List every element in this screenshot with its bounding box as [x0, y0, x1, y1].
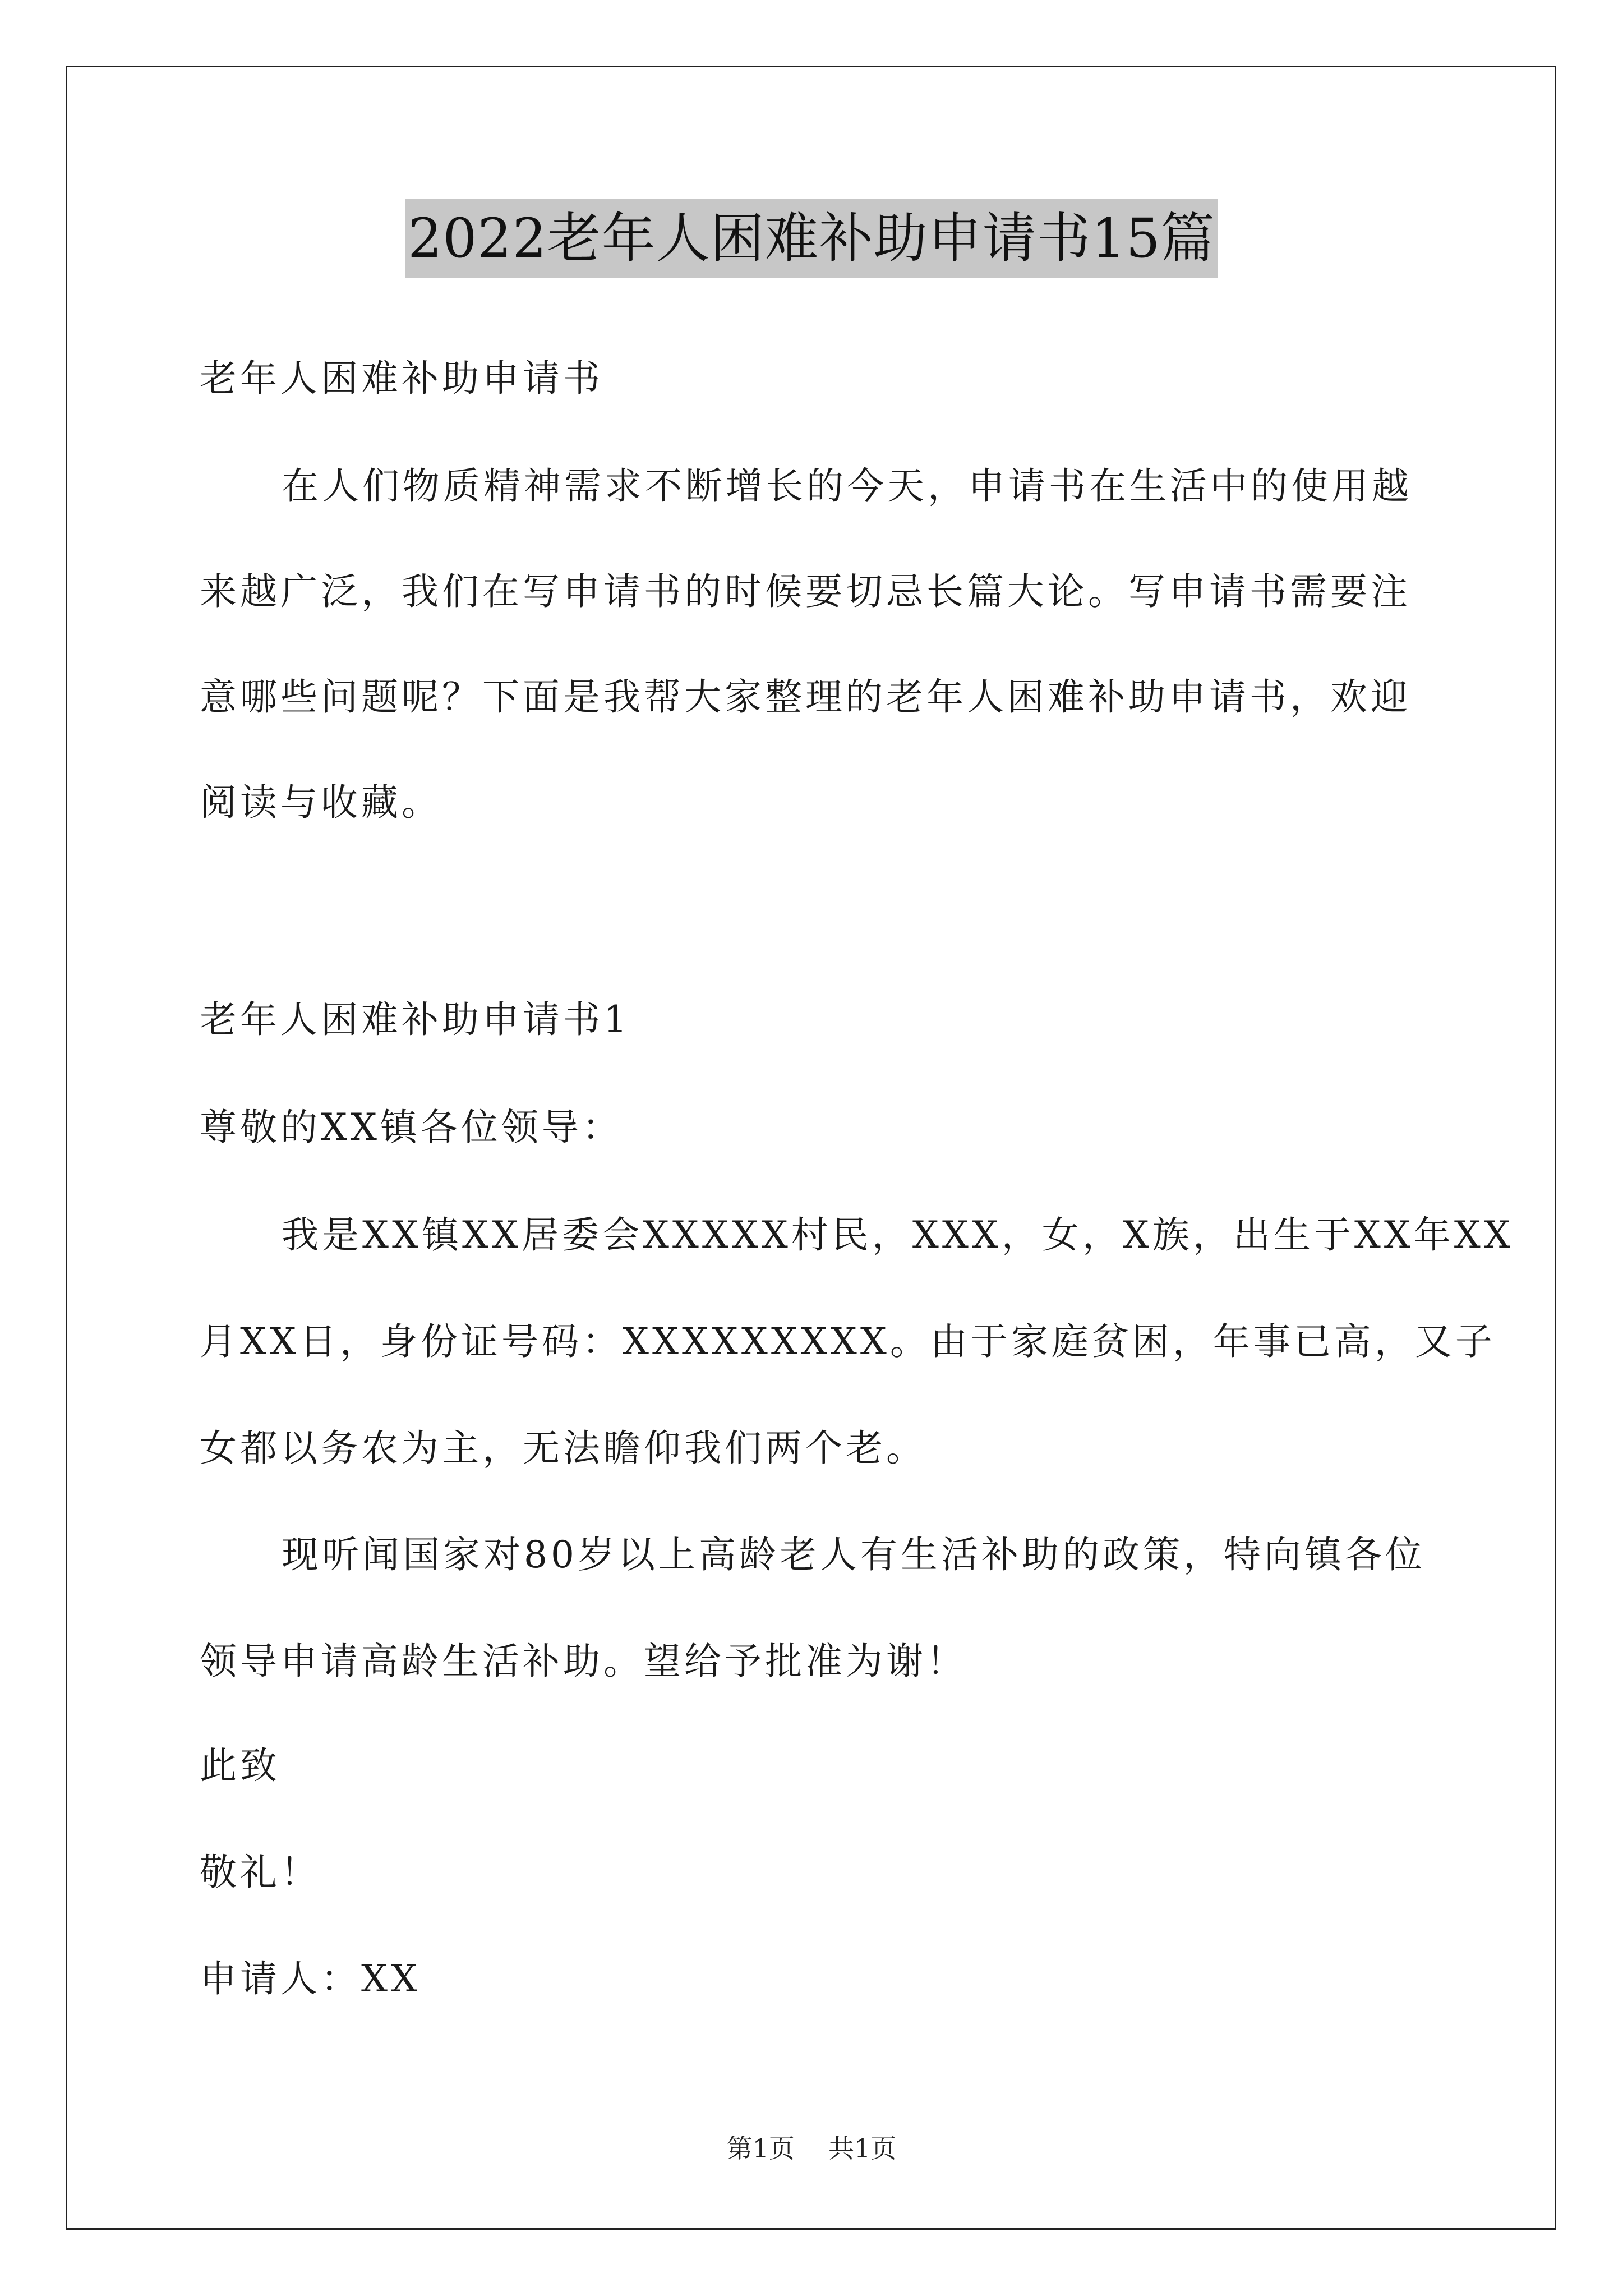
- page-total: 共1页: [828, 2133, 897, 2164]
- intro-heading: 老年人困难补助申请书: [200, 357, 603, 400]
- body-paragraph-line: 领导申请高龄生活补助。望给予批准为谢！: [200, 1640, 967, 1683]
- intro-paragraph-line: 阅读与收藏。: [200, 781, 442, 824]
- page-number: 第1页: [726, 2133, 795, 2164]
- closing-line: 敬礼！: [200, 1851, 321, 1894]
- closing-line: 此致: [200, 1744, 280, 1787]
- section-heading: 老年人困难补助申请书1: [200, 998, 630, 1041]
- title-container: [0, 199, 1623, 278]
- body-paragraph-line: 我是XX镇XX居委会XXXXX村民，XXX，女，X族，出生于XX年XX: [282, 1213, 1514, 1257]
- intro-paragraph-line: 在人们物质精神需求不断增长的今天，申请书在生活中的使用越: [282, 464, 1412, 508]
- salutation: 尊敬的XX镇各位领导：: [200, 1106, 623, 1149]
- body-paragraph-line: 月XX日，身份证号码：XXXXXXXXX。由于家庭贫困，年事已高，又子: [200, 1320, 1496, 1363]
- applicant-line: 申请人：XX: [200, 1957, 421, 2000]
- body-paragraph-line: 现听闻国家对80岁以上高龄老人有生活补助的政策，特向镇各位: [282, 1533, 1426, 1576]
- page-footer: [0, 2132, 1623, 2165]
- intro-paragraph-line: 意哪些问题呢？下面是我帮大家整理的老年人困难补助申请书，欢迎: [200, 675, 1411, 719]
- body-paragraph-line: 女都以务农为主，无法瞻仰我们两个老。: [200, 1427, 926, 1470]
- intro-paragraph-line: 来越广泛，我们在写申请书的时候要切忌长篇大论。写申请书需要注: [200, 570, 1411, 613]
- document-title: 2022老年人困难补助申请书15篇: [405, 199, 1217, 278]
